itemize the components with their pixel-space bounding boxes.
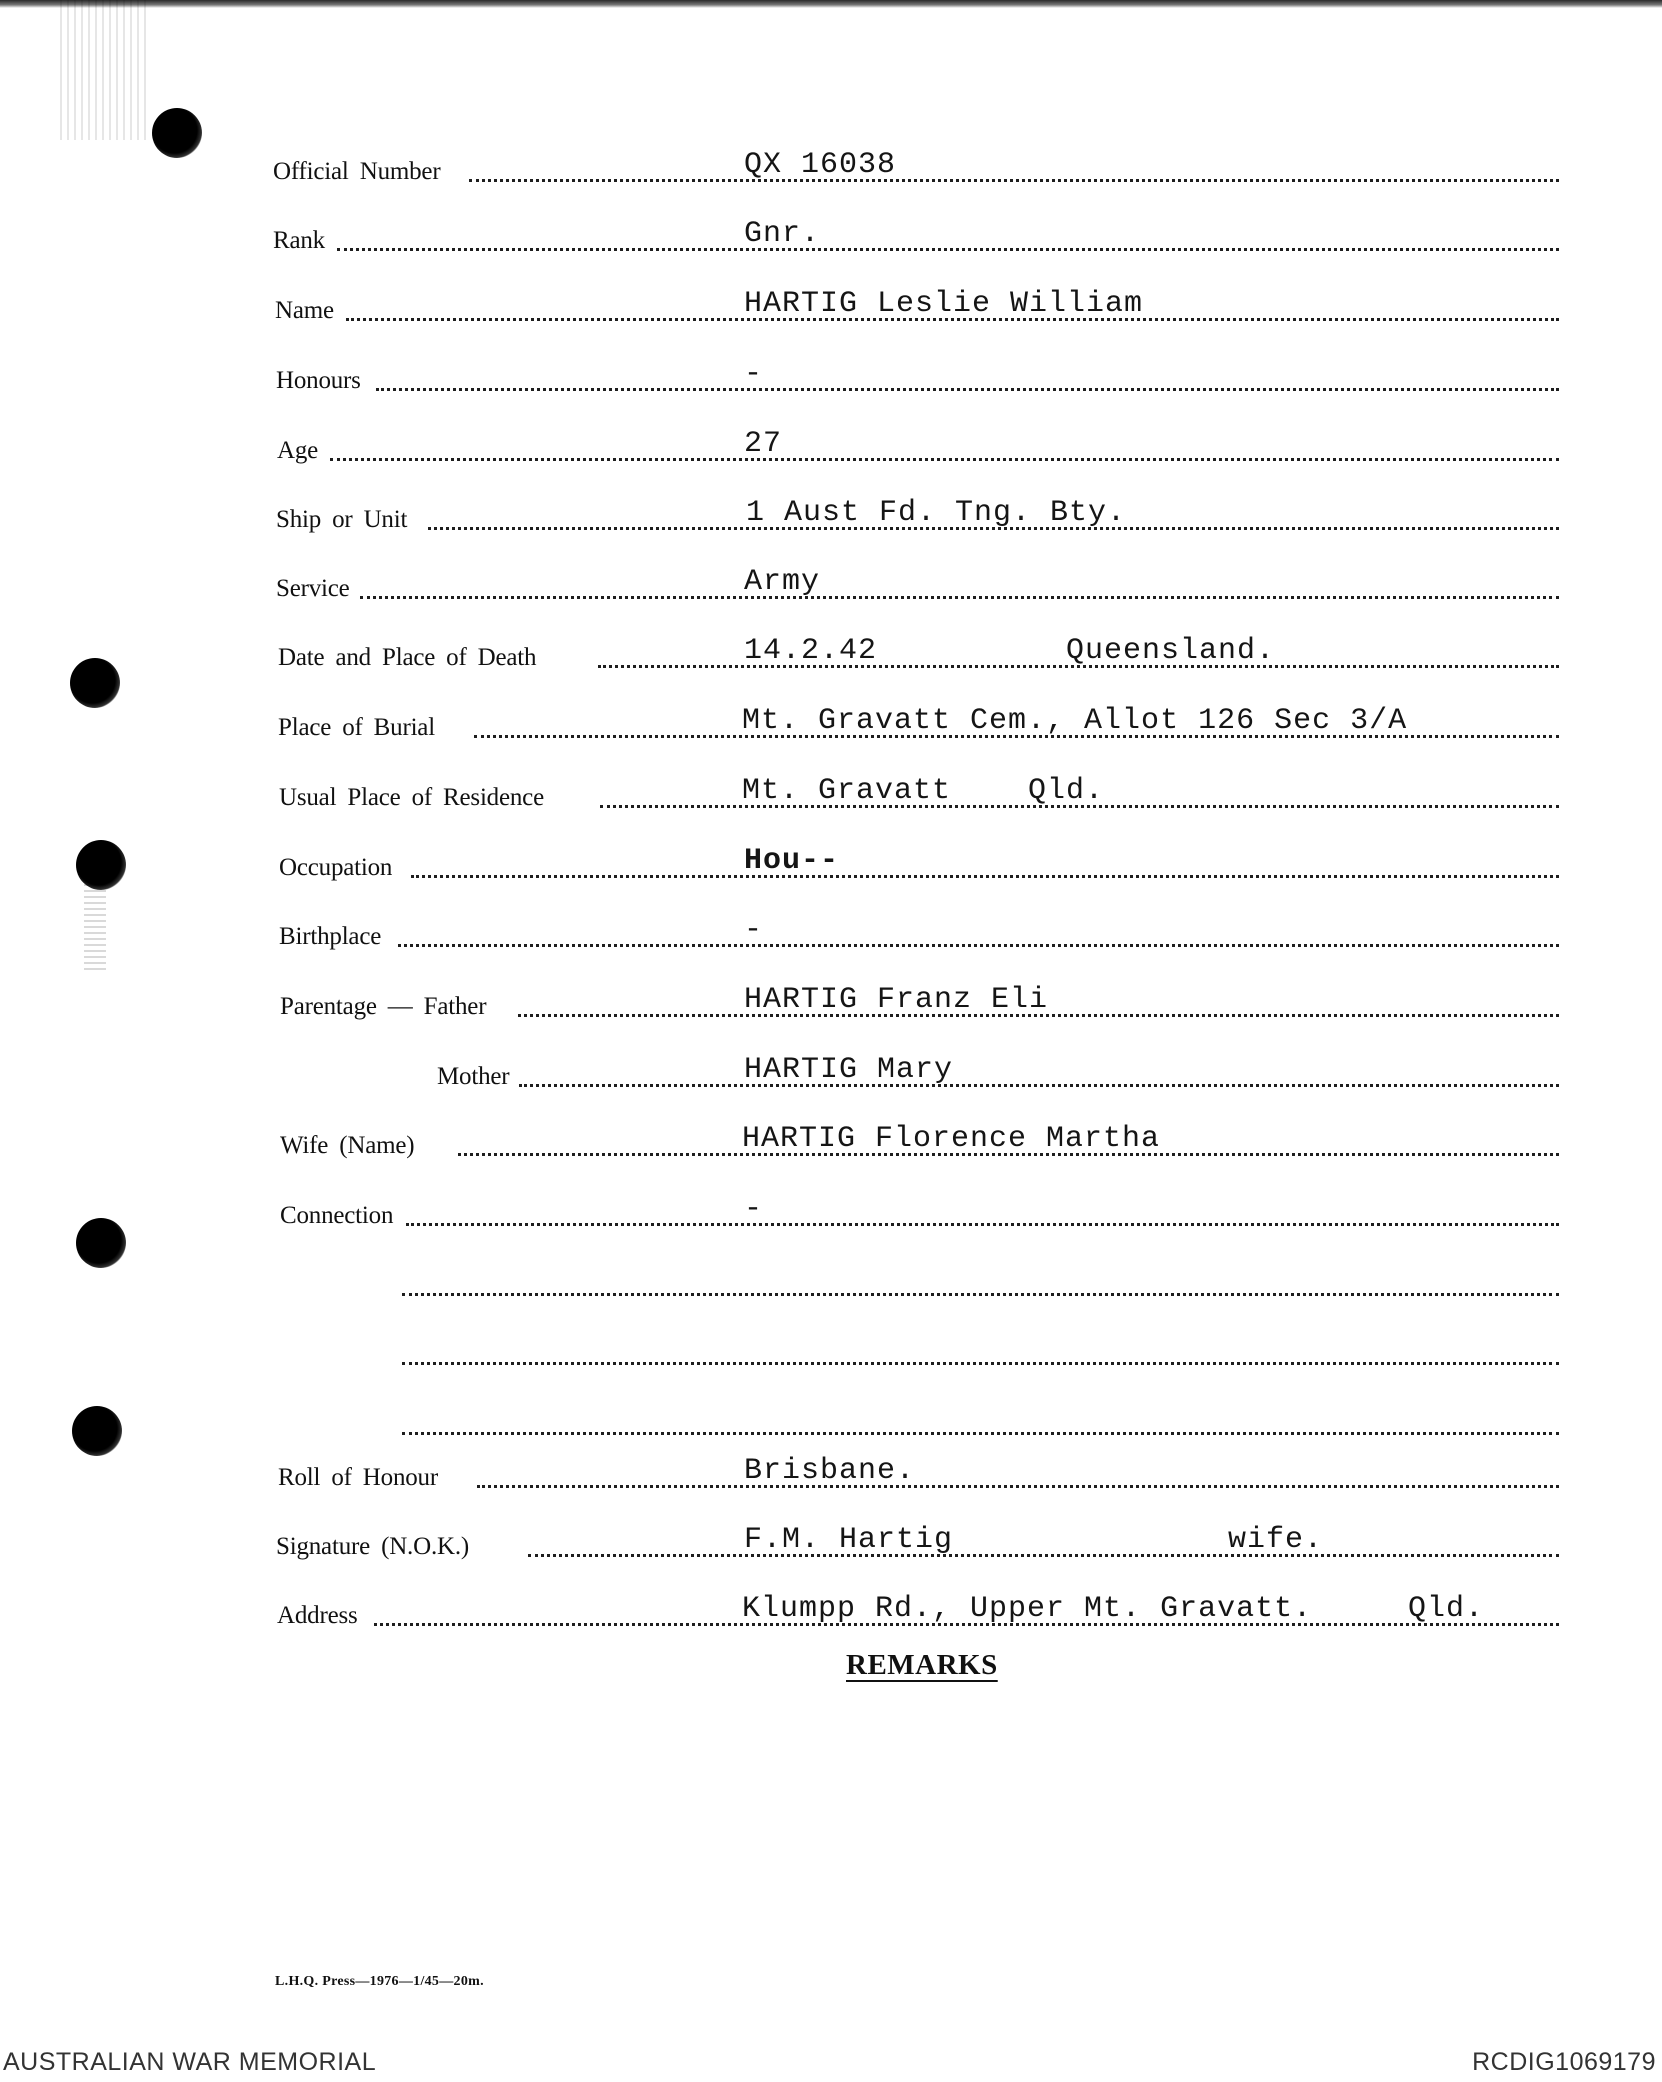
field-roll-of-honour (0, 1433, 1662, 1493)
dotted-leader (330, 458, 1559, 461)
dotted-leader (398, 944, 1559, 947)
field-label: Place of Burial (278, 714, 435, 741)
field-label: Usual Place of Residence (279, 784, 544, 811)
field-service (0, 544, 1662, 604)
field-label: Roll of Honour (278, 1464, 438, 1491)
field-label: Rank (273, 227, 325, 254)
field-value: HARTIG Leslie William (744, 287, 1144, 321)
dotted-leader (528, 1554, 1559, 1557)
field-address (0, 1571, 1662, 1631)
field-connection-line-2 (0, 1241, 1662, 1301)
field-value: F.M. Hartig (744, 1523, 954, 1557)
field-label: Official Number (273, 158, 441, 185)
field-label: Honours (276, 367, 361, 394)
field-value: Army (744, 565, 821, 599)
field-value-secondary: wife. (1228, 1523, 1324, 1557)
field-occupation (0, 823, 1662, 883)
dotted-leader (406, 1223, 1559, 1226)
field-signature-nok (0, 1502, 1662, 1562)
dotted-leader (337, 248, 1559, 251)
scan-edge-shadow (60, 0, 150, 140)
field-value-secondary: Queensland. (1066, 634, 1276, 668)
field-value: Brisbane. (744, 1454, 916, 1488)
field-value: - (744, 1192, 764, 1226)
field-value: 1 Aust Fd. Tng. Bty. (746, 496, 1127, 530)
field-connection-line-3 (0, 1310, 1662, 1370)
field-usual-place-of-residence (0, 753, 1662, 813)
field-label: Connection (280, 1202, 394, 1229)
field-name (0, 266, 1662, 326)
field-age (0, 406, 1662, 466)
field-value: HARTIG Mary (744, 1053, 954, 1087)
field-label: Mother (437, 1063, 510, 1090)
field-value: - (744, 913, 764, 947)
field-label: Wife (Name) (280, 1132, 415, 1159)
field-rank (0, 196, 1662, 256)
field-value: 14.2.42 (744, 634, 878, 668)
field-value: - (744, 357, 764, 391)
field-value: Mt. Gravatt Cem., Allot 126 Sec 3/A (742, 704, 1408, 738)
field-value: HARTIG Franz Eli (744, 983, 1049, 1017)
field-wife-name (0, 1101, 1662, 1161)
field-label: Age (277, 437, 319, 464)
field-parentage-mother (0, 1032, 1662, 1092)
dotted-leader (469, 179, 1559, 182)
field-connection (0, 1171, 1662, 1231)
field-value: Hou-- (744, 844, 840, 878)
institution-name: AUSTRALIAN WAR MEMORIAL (3, 2048, 377, 2076)
field-value: HARTIG Florence Martha (742, 1122, 1161, 1156)
field-label: Service (276, 575, 350, 602)
field-value: Mt. Gravatt (742, 774, 952, 808)
field-ship-or-unit (0, 475, 1662, 535)
field-birthplace (0, 892, 1662, 952)
field-honours (0, 336, 1662, 396)
field-date-place-of-death (0, 613, 1662, 673)
field-label: Occupation (279, 854, 393, 881)
dotted-leader (411, 875, 1559, 878)
field-place-of-burial (0, 683, 1662, 743)
remarks-heading: REMARKS (846, 1649, 998, 1681)
dotted-leader (402, 1362, 1559, 1365)
field-label: Name (275, 297, 334, 324)
field-value: Klumpp Rd., Upper Mt. Gravatt. (742, 1592, 1313, 1626)
dotted-leader (519, 1084, 1559, 1087)
dotted-leader (376, 388, 1559, 391)
field-label: Parentage — Father (280, 993, 487, 1020)
dotted-leader (477, 1485, 1559, 1488)
field-value: QX 16038 (744, 148, 897, 182)
field-parentage-father (0, 962, 1662, 1022)
field-label: Ship or Unit (276, 506, 408, 533)
field-label: Birthplace (279, 923, 382, 950)
dotted-leader (402, 1293, 1559, 1296)
field-official-number (0, 127, 1662, 187)
scan-top-edge (0, 0, 1662, 8)
field-label: Signature (N.O.K.) (276, 1533, 470, 1560)
field-value-secondary: Qld. (1408, 1592, 1485, 1626)
record-identifier: RCDIG1069179 (1472, 2048, 1656, 2076)
field-label: Address (277, 1602, 358, 1629)
field-value: Gnr. (744, 217, 821, 251)
field-label: Date and Place of Death (278, 644, 537, 671)
field-connection-line-4 (0, 1380, 1662, 1440)
field-value: 27 (744, 427, 783, 461)
archive-footer (0, 2040, 1662, 2082)
field-value-secondary: Qld. (1028, 774, 1105, 808)
press-mark: L.H.Q. Press—1976—1/45—20m. (275, 1974, 484, 1989)
dotted-leader (360, 596, 1559, 599)
